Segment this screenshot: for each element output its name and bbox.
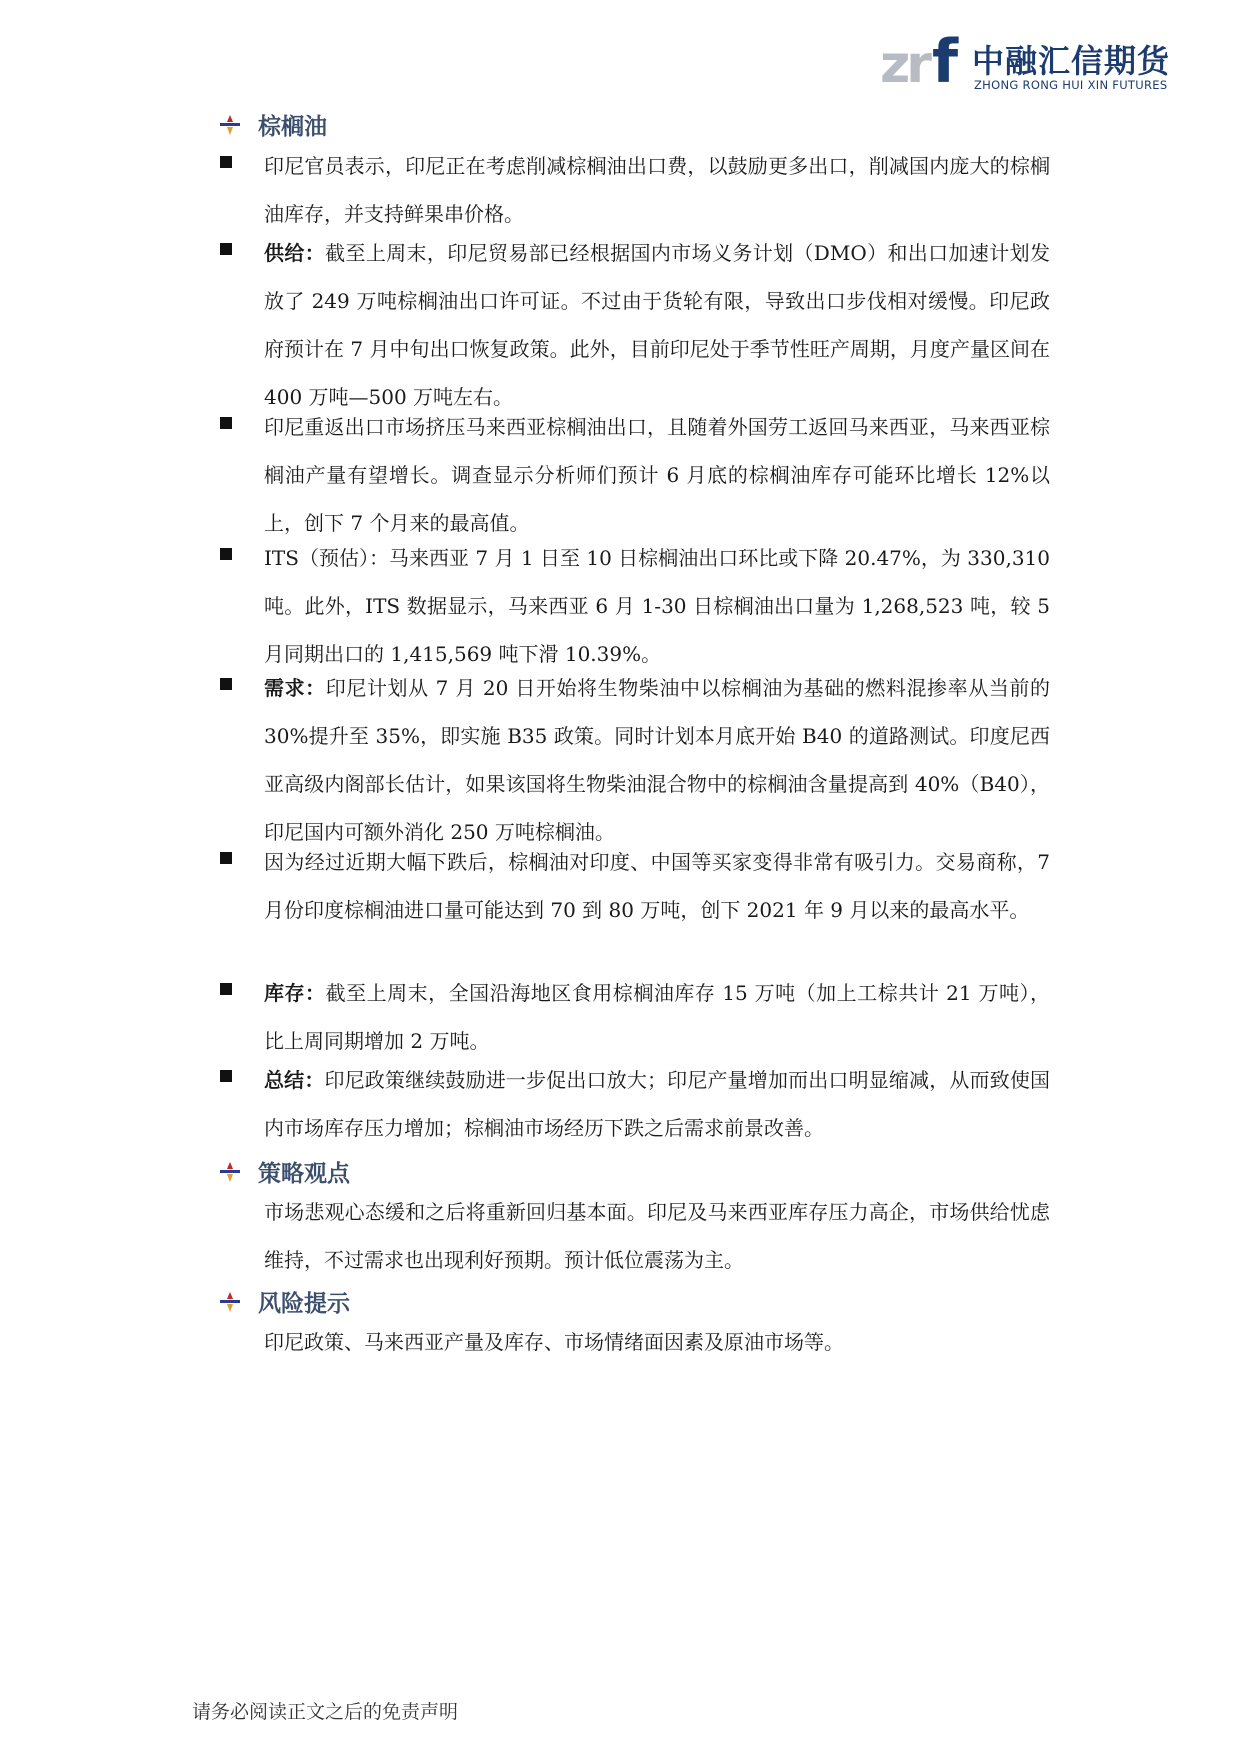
section-heading-strategy (218, 1155, 350, 1188)
risk-text: 印尼政策、马来西亚产量及库存、市场情绪面因素及原油市场等。 (264, 1330, 844, 1354)
logo-english-name: ZHONG RONG HUI XIN FUTURES (974, 78, 1168, 92)
item-label: 需求： (264, 676, 326, 700)
item-label: 总结： (264, 1068, 325, 1092)
footer-disclaimer: 请务必阅读正文之后的免责声明 (192, 1701, 459, 1723)
section-heading-risk (218, 1285, 350, 1318)
logo-chinese-name: 中融汇信期货 (972, 42, 1171, 80)
item-text: 因为经过近期大幅下跌后，棕榈油对印度、中国等买家变得非常有吸引力。交易商称，7 月份印度棕榈油进口量可能达到 70 到 80 万吨，创下 2021 年 9 月以来的最高水平。 (264, 850, 1050, 922)
section-title: 风险提示 (258, 1291, 350, 1317)
item-text: 印尼政策继续鼓励进一步促出口放大；印尼产量增加而出口明显缩减，从而致使国内市场库存压力增加；棕榈油市场经历下跌之后需求前景改善。 (264, 1068, 1051, 1140)
square-bullet-icon (220, 548, 232, 560)
arrow-bullet-icon (218, 1290, 242, 1314)
item-text: 印尼重返出口市场挤压马来西亚棕榈油出口，且随着外国劳工返回马来西亚，马来西亚棕榈油产量有望增长。调查显示分析师们预计 6 月底的棕榈油库存可能环比增长 12%以上，创下 7 个月来的最高值。 (264, 415, 1050, 535)
section-title: 策略观点 (258, 1161, 350, 1187)
item-label: 供给： (264, 241, 326, 265)
square-bullet-icon (220, 243, 232, 255)
square-bullet-icon (220, 417, 232, 429)
square-bullet-icon (220, 678, 232, 690)
svg-text:zr: zr (880, 35, 928, 92)
section-title: 棕榈油 (258, 114, 327, 140)
logo-mark-icon (880, 28, 968, 92)
arrow-bullet-icon (218, 113, 242, 137)
section-heading-palm-oil (218, 108, 327, 141)
item-text: 印尼官员表示，印尼正在考虑削减棕榈油出口费，以鼓励更多出口，削减国内庞大的棕榈油库存，并支持鲜果串价格。 (264, 154, 1050, 226)
company-logo (880, 28, 1180, 98)
square-bullet-icon (220, 983, 232, 995)
svg-text:f: f (932, 28, 959, 92)
item-text: 印尼计划从 7 月 20 日开始将生物柴油中以棕榈油为基础的燃料混掺率从当前的 30%提升至 35%，即实施 B35 政策。同时计划本月底开始 B40 的道路测试。印度尼西亚高级内阁部长估计，如果该国将生物柴油混合物中的棕榈油含量提高到 40%（B40），印尼国内可额外消化 250 万吨棕榈油。 (264, 676, 1051, 844)
square-bullet-icon (220, 156, 232, 168)
item-text: 截至上周末，印尼贸易部已经根据国内市场义务计划（DMO）和出口加速计划发放了 249 万吨棕榈油出口许可证。不过由于货轮有限，导致出口步伐相对缓慢。印尼政府预计在 7 月中旬出口恢复政策。此外，目前印尼处于季节性旺产周期，月度产量区间在 400 万吨—500 万吨左右。 (264, 241, 1050, 409)
item-text: 截至上周末，全国沿海地区食用棕榈油库存 15 万吨（加上工棕共计 21 万吨），比上周同期增加 2 万吨。 (264, 981, 1051, 1053)
item-label: 库存： (264, 981, 326, 1005)
square-bullet-icon (220, 852, 232, 864)
item-text: ITS（预估）：马来西亚 7 月 1 日至 10 日棕榈油出口环比或下降 20.47%，为 330,310 吨。此外，ITS 数据显示，马来西亚 6 月 1-30 日棕榈油出口量为 1,268,523 吨，较 5 月同期出口的 1,415,569 吨下滑 10.39%。 (264, 546, 1050, 666)
square-bullet-icon (220, 1070, 232, 1082)
arrow-bullet-icon (218, 1160, 242, 1184)
strategy-text: 市场悲观心态缓和之后将重新回归基本面。印尼及马来西亚库存压力高企，市场供给忧虑维持，不过需求也出现利好预期。预计低位震荡为主。 (264, 1200, 1050, 1272)
